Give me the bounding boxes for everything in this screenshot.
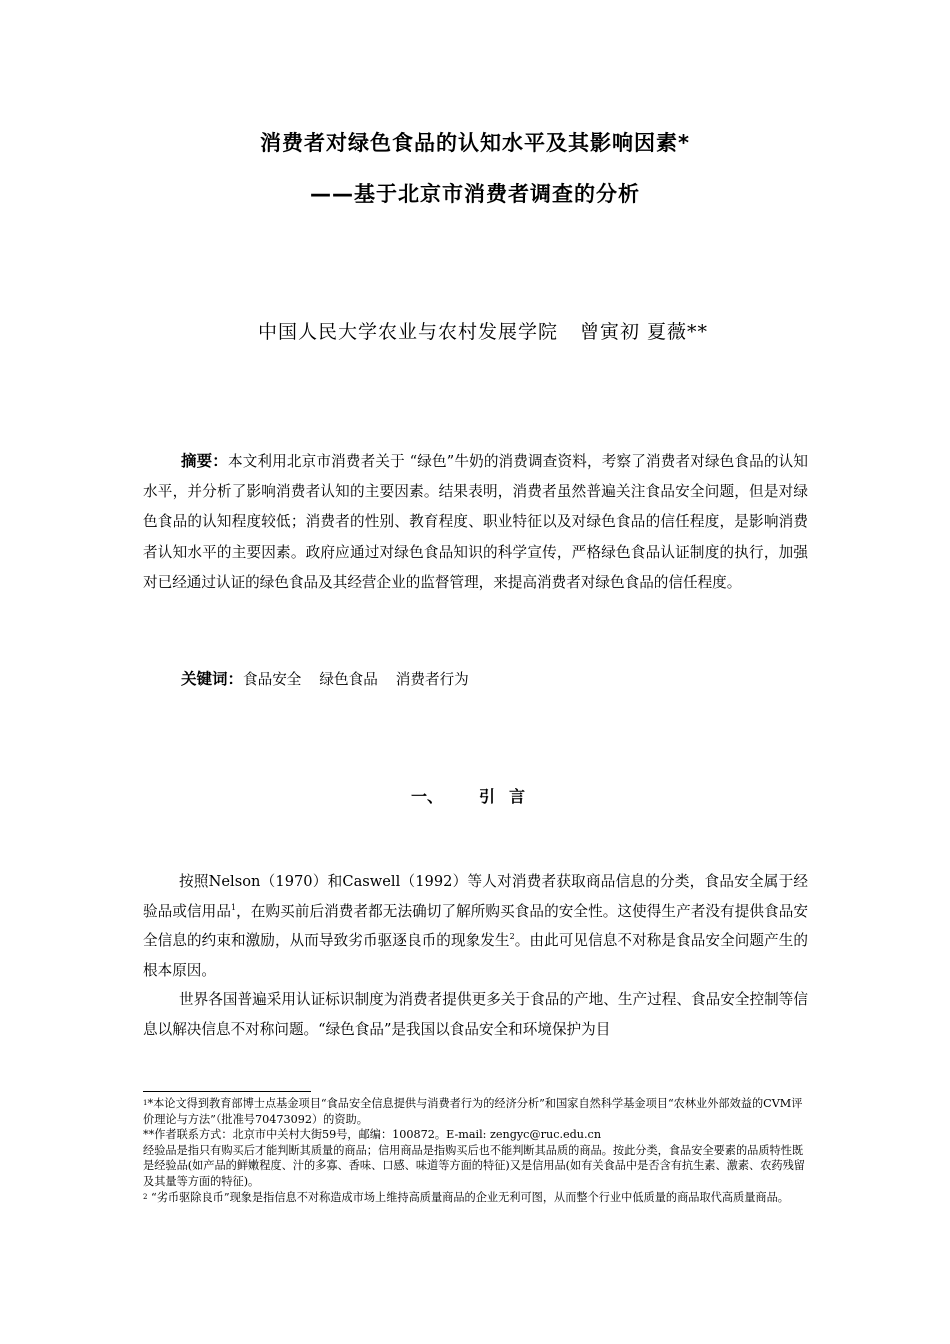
footnote-mark: 1 <box>143 1099 148 1107</box>
paragraph-text: 。由此可见信息不对称是食品安全问题产生的根本原因。 <box>143 932 808 979</box>
author-names: 曾寅初 夏薇** <box>580 321 709 343</box>
section-title: 引言 <box>479 787 540 806</box>
keyword-item: 绿色食品 <box>319 671 378 688</box>
body-paragraph: 世界各国普遍采用认证标识制度为消费者提供更多关于食品的产地、生产过程、食品安全控制等信息以解决信息不对称问题。“绿色食品”是我国以食品安全和环境保护为目 <box>143 991 808 1038</box>
footnotes <box>143 1096 808 1205</box>
footnote: **作者联系方式：北京市中关村大街59号，邮编：100872。E-mail: zengyc@ruc.edu.cn <box>143 1128 602 1142</box>
paragraph-text: 按照Nelson（1970）和Caswell（1992）等人对消费者获取商品信息的分类，食品安全属于经验品或信用品 <box>143 873 808 920</box>
abstract-label: 摘要： <box>181 452 228 470</box>
footnote-ref: 1 <box>230 902 237 912</box>
abstract-text: 本文利用北京市消费者关于 “绿色”牛奶的消费调查资料，考察了消费者对绿色食品的认知水平，并分析了影响消费者认知的主要因素。结果表明，消费者虽然普遍关注食品安全问题，但是对绿色食品的认知程度较低；消费者的性别、教育程度、职业特征以及对绿色食品的信任程度，是影响消费者认知水平的主要因素。政府应通过对绿色食品知识的科学宣传，严格绿色食品认证制度的执行，加强对已经通过认证的绿色食品及其经营企业的监督管理，来提高消费者对绿色食品的信任程度。 <box>143 453 808 591</box>
footnote <box>143 1096 808 1127</box>
footnote-mark: 2 <box>143 1192 148 1201</box>
keyword-item: 食品安全 <box>243 671 302 688</box>
keyword-item: 消费者行为 <box>395 671 469 688</box>
paper-subtitle: ——基于北京市消费者调查的分析 <box>310 182 640 206</box>
author-line <box>258 317 708 344</box>
footnote-ref: 2 <box>509 932 515 942</box>
abstract <box>143 446 808 598</box>
keywords-label: 关键词： <box>181 670 244 688</box>
section-heading <box>0 784 950 807</box>
affiliation: 中国人民大学农业与农村发展学院 <box>258 321 559 343</box>
section-number: 一、 <box>410 787 443 806</box>
footnote <box>143 1190 808 1206</box>
footnote-divider <box>143 1091 311 1092</box>
footnote: 经验品是指只有购买后才能判断其质量的商品；信用商品是指购买后也不能判断其品质的商品。按此分类，食品安全要素的品质特性既是经验品(如产品的鲜嫩程度、汁的多寡、香味、口感、味道等方面的特征)又是信用品(如有关食品中是否含有抗生素、激素、农药残留及其量等方面的特征)。 <box>143 1143 805 1188</box>
body-paragraph <box>143 867 808 985</box>
footnote-text: *本论文得到教育部博士点基金项目“食品安全信息提供与消费者行为的经济分析”和国家自然科学基金项目“农林业外部效益的CVM评价理论与方法”（批准号70473092）的资助。 <box>143 1097 803 1126</box>
keywords <box>181 667 487 689</box>
paper-title: 消费者对绿色食品的认知水平及其影响因素* <box>260 131 690 155</box>
footnote-text: “劣币驱除良币”现象是指信息不对称造成市场上维持高质量商品的企业无利可图，从而整个行业中低质量的商品取代高质量商品。 <box>147 1190 789 1204</box>
paragraph-text: ，在购买前后消费者都无法确切了解所购买食品的安全性。这使得生产者没有提供食品安全信息的约束和激励，从而导致劣币驱逐良币的现象发生 <box>143 902 808 949</box>
